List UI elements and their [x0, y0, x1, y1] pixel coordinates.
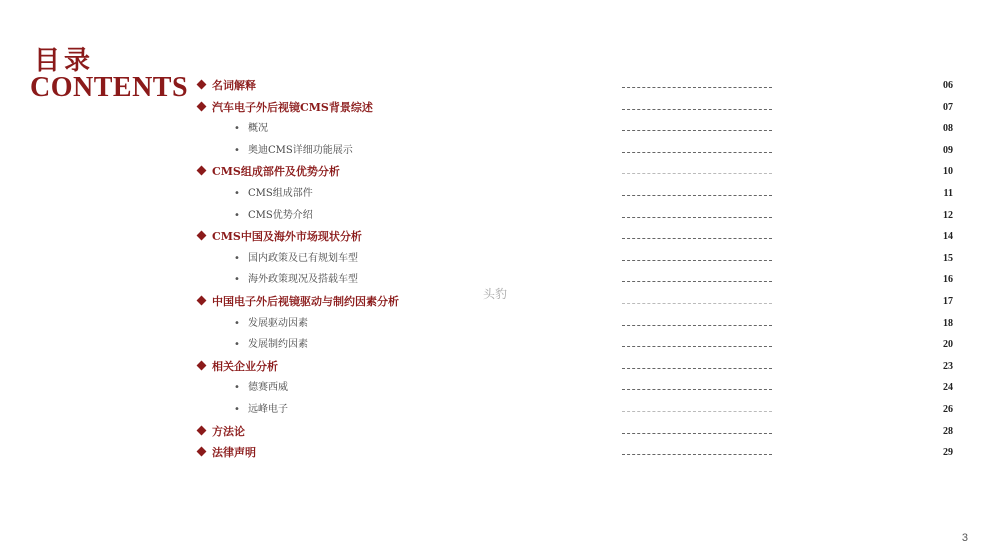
toc-section-row[interactable] [0, 443, 992, 463]
toc-section-row[interactable] [0, 422, 992, 442]
toc-section-row[interactable] [0, 98, 992, 118]
toc-section-row[interactable] [0, 357, 992, 377]
toc-page-number: 20 [943, 339, 953, 351]
toc-page-number: 17 [943, 296, 953, 307]
toc-section-row[interactable] [0, 76, 992, 96]
toc-page-number: 23 [943, 360, 953, 372]
toc-page-number: 14 [943, 231, 953, 243]
dot-bullet-icon: • [234, 404, 240, 415]
toc-page-number: 06 [943, 80, 953, 91]
toc-page-number: 07 [943, 101, 953, 113]
toc-label: 概况 [248, 123, 268, 135]
dotted-leader [622, 238, 772, 239]
diamond-bullet-icon [197, 447, 207, 457]
dotted-leader [622, 389, 772, 390]
toc-subsection-row[interactable] [0, 314, 992, 334]
toc-page-number: 16 [943, 274, 953, 286]
toc-subsection-row[interactable] [0, 400, 992, 420]
toc-label: 远峰电子 [248, 404, 288, 415]
dotted-leader [622, 281, 772, 282]
dot-bullet-icon: • [234, 339, 240, 351]
toc-label: 海外政策现况及搭载车型 [248, 274, 358, 286]
dot-bullet-icon: • [234, 274, 240, 286]
dotted-leader [622, 303, 772, 304]
dot-bullet-icon: • [234, 252, 240, 264]
toc-subsection-row[interactable] [0, 335, 992, 355]
dotted-leader [622, 130, 772, 131]
toc-page-number: 26 [943, 404, 953, 415]
dot-bullet-icon: • [234, 209, 240, 221]
toc-label: CMS优势介绍 [248, 209, 313, 221]
toc-subsection-row[interactable] [0, 206, 992, 226]
toc-label: 名词解释 [212, 79, 256, 92]
dotted-leader [622, 109, 772, 110]
diamond-bullet-icon [197, 80, 207, 90]
toc-subsection-row[interactable] [0, 378, 992, 398]
toc-page-number: 29 [943, 447, 953, 459]
toc-label: 发展驱动因素 [248, 317, 308, 329]
dot-bullet-icon: • [234, 382, 240, 394]
slide-number: 3 [961, 532, 968, 544]
toc-page-number: 15 [943, 252, 953, 264]
toc-label: 中国电子外后视镜驱动与制约因素分析 [212, 295, 399, 308]
dotted-leader [622, 346, 772, 347]
toc-label: 相关企业分析 [212, 359, 278, 373]
dotted-leader [622, 87, 772, 88]
dotted-leader [622, 260, 772, 261]
toc-label: CMS组成部件及优势分析 [212, 165, 340, 179]
toc-label: CMS组成部件 [248, 188, 313, 199]
toc-page-number: 12 [943, 209, 953, 221]
toc-section-row[interactable] [0, 227, 992, 247]
dot-bullet-icon: • [234, 123, 240, 135]
dot-bullet-icon: • [234, 317, 240, 329]
toc-section-row[interactable] [0, 162, 992, 182]
toc-subsection-row[interactable] [0, 141, 992, 161]
dotted-leader [622, 195, 772, 196]
toc-label: 发展制约因素 [248, 339, 308, 351]
title-chinese: 目录 [34, 46, 95, 76]
dot-bullet-icon: • [234, 144, 240, 156]
toc-label: 方法论 [212, 424, 245, 438]
toc-subsection-row[interactable] [0, 119, 992, 139]
dot-bullet-icon: • [234, 188, 240, 199]
toc-page-number: 10 [943, 166, 953, 178]
dotted-leader [622, 217, 772, 218]
toc-subsection-row[interactable] [0, 249, 992, 269]
toc-subsection-row[interactable] [0, 184, 992, 204]
dotted-leader [622, 152, 772, 153]
diamond-bullet-icon [197, 101, 207, 111]
diamond-bullet-icon [197, 425, 207, 435]
watermark: 头豹 [483, 287, 508, 301]
toc-label: 德赛西威 [248, 382, 288, 394]
toc-page-number: 18 [943, 317, 953, 329]
toc-label: 汽车电子外后视镜CMS背景综述 [212, 100, 373, 114]
diamond-bullet-icon [197, 166, 207, 176]
title-english: CONTENTS [30, 72, 189, 103]
toc-page-number: 11 [943, 188, 953, 199]
toc-page-number: 09 [943, 144, 953, 156]
diamond-bullet-icon [197, 296, 207, 306]
dotted-leader [622, 411, 772, 412]
toc-page-number: 08 [943, 123, 953, 135]
dotted-leader [622, 325, 772, 326]
toc-page-number: 24 [943, 382, 953, 394]
dotted-leader [622, 173, 772, 174]
toc-label: 法律声明 [212, 446, 256, 460]
toc-label: 奥迪CMS详细功能展示 [248, 144, 353, 156]
dotted-leader [622, 433, 772, 434]
toc-label: 国内政策及已有规划车型 [248, 252, 358, 264]
diamond-bullet-icon [197, 360, 207, 370]
toc-label: CMS中国及海外市场现状分析 [212, 230, 362, 244]
dotted-leader [622, 454, 772, 455]
dotted-leader [622, 368, 772, 369]
diamond-bullet-icon [197, 231, 207, 241]
toc-page-number: 28 [943, 425, 953, 437]
